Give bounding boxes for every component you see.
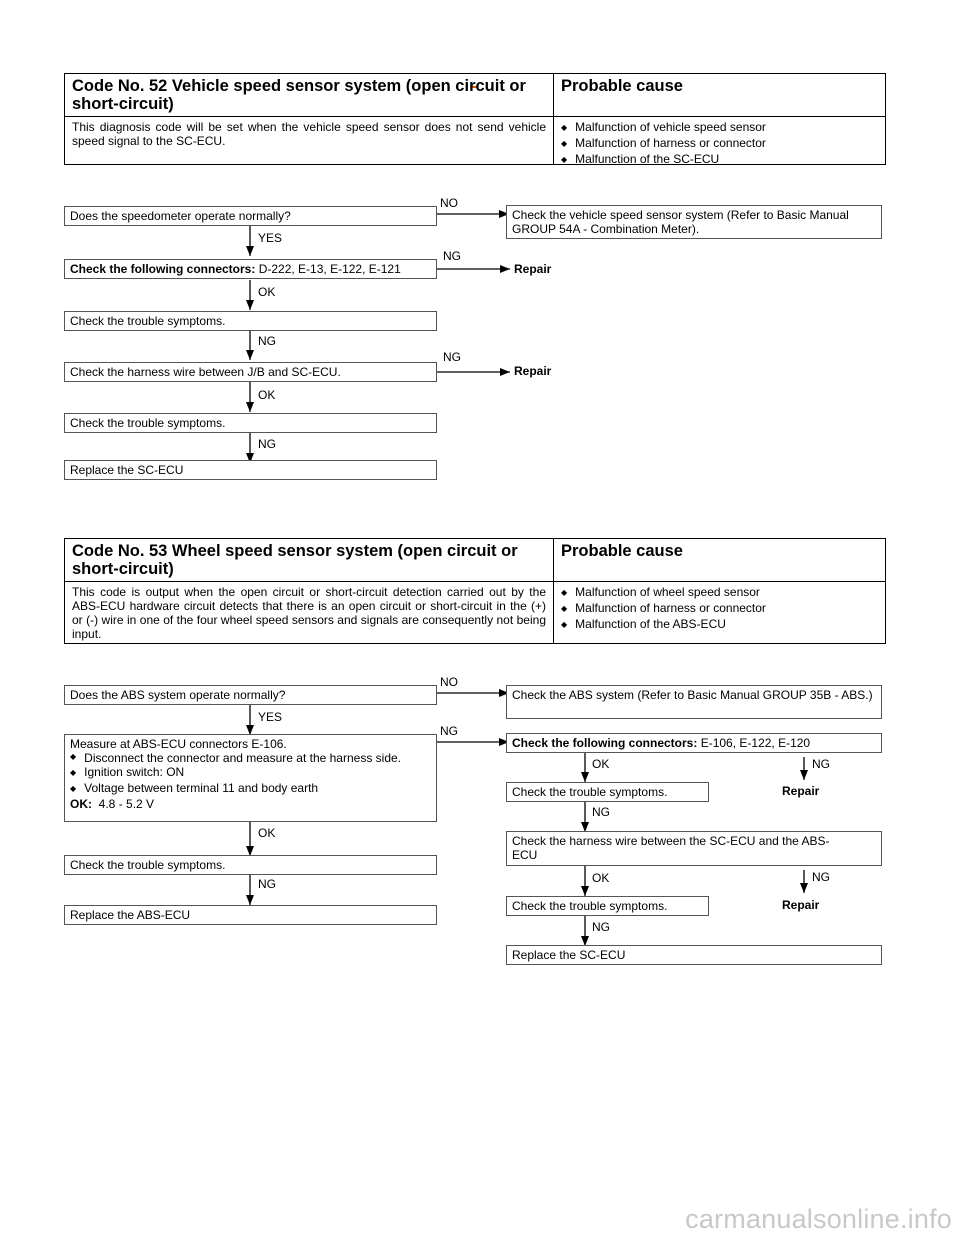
flow53-r-ng1-label: NG (812, 757, 830, 771)
flow53-measure-bullet: ◆ Voltage between terminal 11 and body earth (70, 781, 431, 797)
flow53-r-repair1: Repair (782, 784, 820, 798)
code52-cause-header: Probable cause (561, 77, 683, 95)
flow52-harness-text: Check the harness wire between J/B and SC-ECU. (70, 365, 341, 379)
flow53-r-harness-box (506, 831, 882, 866)
flow53-r-ng4-label: NG (592, 920, 610, 934)
flow53-connectors-box (506, 733, 882, 753)
flow52-repair2: Repair (514, 364, 552, 378)
flow53-r-ok1-label: OK (592, 757, 610, 771)
flow52-q1-box (64, 206, 437, 226)
flow52-connectors-list: D-222, E-13, E-122, E-121 (258, 262, 401, 276)
flow53-measure-bullet: ◆ Ignition switch: ON (70, 765, 431, 781)
flow53-r-ok2-label: OK (592, 871, 610, 885)
flow53-r-replace-text: Replace the SC-ECU (512, 948, 626, 962)
flow52-ok1-label: OK (258, 285, 276, 299)
code53-cause-item: ◆ Malfunction of the ABS-ECU (561, 617, 878, 633)
flow53-no-text: Check the ABS system (Refer to Basic Manual GROUP 35B - ABS.) (512, 688, 873, 702)
flow52-connectors-box (64, 259, 437, 279)
flow53-measure-title: Measure at ABS-ECU connectors E-106. (70, 737, 287, 751)
flow53-measure-ok-line (70, 797, 431, 811)
flow53-measure-b1: ◆ Disconnect the connector and measure at the harness side. (84, 751, 402, 765)
code53-cause-header: Probable cause (561, 542, 683, 560)
flow53-no-label: NO (440, 675, 458, 689)
flow53-r-repair2: Repair (782, 898, 820, 912)
flow53-ng1-label: NG (440, 724, 458, 738)
code52-cause-item: ◆ Malfunction of vehicle speed sensor (561, 120, 878, 136)
code53-cause-item: ◆ Malfunction of wheel speed sensor (561, 585, 878, 601)
flow52-no-box (506, 205, 882, 239)
flow52-symptoms1-text: Check the trouble symptoms. (70, 314, 226, 328)
flow53-l-ng-label: NG (258, 877, 276, 891)
flow52-harness-box (64, 362, 437, 382)
flow53-measure-box (64, 734, 437, 822)
flow53-l-replace-text: Replace the ABS-ECU (70, 908, 191, 922)
flow53-q1-text: Does the ABS system operate normally? (70, 688, 286, 702)
flow52-ng2-label: NG (258, 334, 276, 348)
flow53-r-harness-text: Check the harness wire between the SC-ECU and the ABS-ECU (512, 834, 830, 862)
flow52-ng3-label: NG (443, 350, 461, 364)
flow52-q1-text: Does the speedometer operate normally? (70, 209, 291, 223)
flow53-r-symptoms1-text: Check the trouble symptoms. (512, 785, 668, 799)
flow53-q1-box (64, 685, 437, 705)
code53-description: This code is output when the open circuit or short-circuit detection carried out by the ABS-ECU hardware circuit detects that there is an open circuit or short-circuit in the (+) or (-) wire in one of the four wheel speed sensors and signals are consequently not being input. (65, 582, 554, 643)
flow53-r-symptoms2-box (506, 896, 709, 916)
flow53-connectors-prefix: Check the following connectors: (512, 736, 698, 750)
flow52-ng1-label: NG (443, 249, 461, 263)
flow52-ng4-label: NG (258, 437, 276, 451)
flow53-l-symptoms-box (64, 855, 437, 875)
code52-title: Code No. 52 Vehicle speed sensor system (open circuit or short-circuit) (65, 74, 554, 116)
code53-title: Code No. 53 Wheel speed sensor system (open circuit or short-circuit) (65, 539, 554, 581)
flow53-r-ng3-label: NG (812, 870, 830, 884)
flow53-r-symptoms2-text: Check the trouble symptoms. (512, 899, 668, 913)
flow52-no-text: Check the vehicle speed sensor system (Refer to Basic Manual GROUP 54A - Combination Meter). (512, 208, 849, 236)
flow53-r-replace-box (506, 945, 882, 965)
flow53-connectors-list: E-106, E-122, E-120 (700, 736, 811, 750)
flow52-repair1: Repair (514, 262, 552, 276)
flow52-ok2-label: OK (258, 388, 276, 402)
flow52-no-label: NO (440, 196, 458, 210)
flow52-symptoms2-text: Check the trouble symptoms. (70, 416, 226, 430)
flow53-r-ng2-label: NG (592, 805, 610, 819)
code52-description: This diagnosis code will be set when the vehicle speed sensor does not send vehicle speed signal to the SC-ECU. (65, 117, 554, 164)
flow53-l-symptoms-text: Check the trouble symptoms. (70, 858, 226, 872)
flow53-measure-ok-label: OK: (70, 797, 92, 811)
flow53-no-box (506, 685, 882, 719)
code52-cause-item: ◆ Malfunction of the SC-ECU (561, 152, 878, 168)
code53-cause-item: ◆ Malfunction of harness or connector (561, 601, 878, 617)
flow52-symptoms2-box (64, 413, 437, 433)
code53-table (64, 538, 886, 644)
flow53-l-replace-box (64, 905, 437, 925)
flow52-replace-text: Replace the SC-ECU (70, 463, 184, 477)
code52-cause-item: ◆ Malfunction of harness or connector (561, 136, 878, 152)
flow52-symptoms1-box (64, 311, 437, 331)
flow52-connectors-prefix: Check the following connectors: (70, 262, 256, 276)
code53-causes (554, 582, 885, 643)
watermark: carmanualsonline.info (685, 1204, 952, 1234)
flow53-yes-label: YES (258, 710, 283, 724)
flow53-measure-ok-value: 4.8 - 5.2 V (98, 797, 155, 811)
flow53-r-symptoms1-box (506, 782, 709, 802)
flow52-replace-box (64, 460, 437, 480)
flow53-measure-bullet (70, 751, 431, 765)
flow53-l-ok-label: OK (258, 826, 276, 840)
flow52-yes-label: YES (258, 231, 283, 245)
